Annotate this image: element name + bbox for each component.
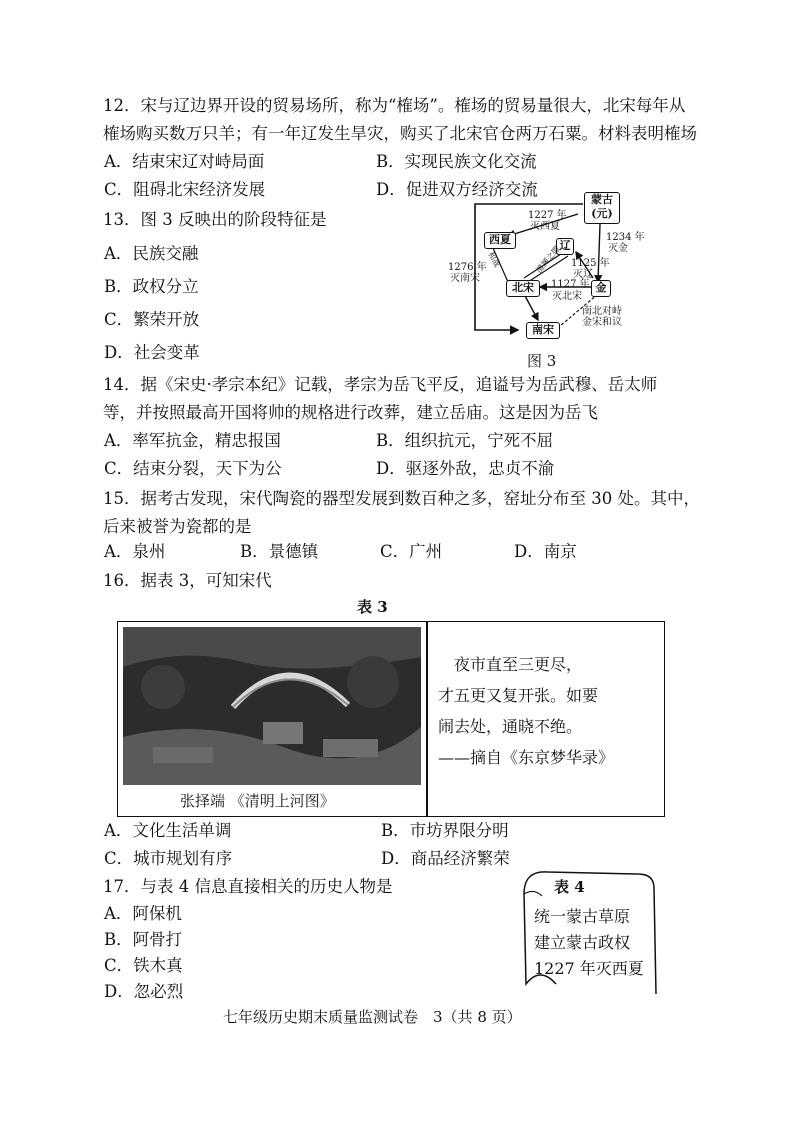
q17-option-a: A．阿保机 <box>104 904 182 923</box>
q13-option-b: B．政权分立 <box>104 277 199 296</box>
table-4-title: 表 4 <box>554 878 585 896</box>
node-mongol-label: 蒙古 <box>591 193 613 206</box>
q17-option-c: C．铁木真 <box>104 956 183 975</box>
node-nansong: 南宋 <box>526 322 560 339</box>
poem-line-1: 夜市直至三更尽， <box>454 655 583 674</box>
q15-stem-line1: 15．据考古发现，宋代陶瓷的器型发展到数百种之多，窑址分布至 30 处。其中， <box>103 489 700 508</box>
q17-option-d: D．忽必烈 <box>104 982 184 1001</box>
q15-option-d: D．南京 <box>514 542 577 561</box>
edge-label-1127b: 灭北宋 <box>552 291 582 302</box>
q17-option-b: B．阿骨打 <box>104 930 183 949</box>
poem-line-2: 才五更又复开张。如要 <box>438 686 599 705</box>
figure-3-diagram <box>448 190 645 340</box>
q14-stem-line1: 14．据《宋史·孝宗本纪》记载，孝宗为岳飞平反，追谥号为岳武穆、岳太师 <box>103 375 658 394</box>
figure-3-caption: 图 3 <box>527 352 557 370</box>
q16-option-c: C．城市规划有序 <box>104 849 233 868</box>
q12-option-b: B．实现民族文化交流 <box>376 152 537 171</box>
node-mongol-sub: (元) <box>591 207 613 220</box>
q14-option-d: D．驱逐外敌，忠贞不渝 <box>376 459 555 478</box>
edge-label-chanyuan: 澶渊之盟 <box>534 244 562 275</box>
table-4-line-1: 统一蒙古草原 <box>534 907 631 926</box>
q13-option-a: A．民族交融 <box>104 244 199 263</box>
node-liao: 辽 <box>556 238 574 255</box>
table-4-line-3: 1227 年灭西夏 <box>534 959 644 978</box>
edge-label-1227: 1227 年 <box>528 210 567 221</box>
node-beisong: 北宋 <box>506 280 540 297</box>
painting-sketch <box>123 627 421 785</box>
q15-option-b: B．景德镇 <box>240 542 319 561</box>
edge-label-xia: 和战 <box>486 250 502 269</box>
edge-label-1234b: 灭金 <box>608 243 628 254</box>
edge-label-peace: 南北对峙 <box>582 306 622 317</box>
q12-option-c: C．阻碍北宋经济发展 <box>104 180 266 199</box>
q15-option-a: A．泉州 <box>104 542 166 561</box>
table-4-line-2: 建立蒙古政权 <box>534 933 631 952</box>
q12-stem-line2: 榷场购买数万只羊；有一年辽发生旱灾，购买了北宋官仓两万石粟。材料表明榷场 <box>103 124 697 143</box>
edge-label-1276b: 灭南宋 <box>450 273 480 284</box>
edge-label-1227b: 灭西夏 <box>530 221 560 232</box>
poem-source: ——摘自《东京梦华录》 <box>438 748 615 767</box>
q14-stem-line2: 等，并按照最高开国将帅的规格进行改葬，建立岳庙。这是因为岳飞 <box>103 403 598 422</box>
q16-stem: 16．据表 3，可知宋代 <box>103 571 272 590</box>
qingming-painting-image <box>123 627 421 785</box>
table-3-divider <box>426 622 428 816</box>
q15-stem-line2: 后来被誉为瓷都的是 <box>103 517 252 536</box>
table-3 <box>117 621 665 817</box>
node-jin: 金 <box>591 280 611 297</box>
q14-option-c: C．结束分裂，天下为公 <box>104 459 282 478</box>
q16-option-d: D．商品经济繁荣 <box>381 849 510 868</box>
q13-option-d: D．社会变革 <box>104 343 200 362</box>
q17-stem: 17．与表 4 信息直接相关的历史人物是 <box>103 877 393 896</box>
poem-line-3: 闹去处，通晓不绝。 <box>438 717 583 736</box>
table-4-scroll <box>520 866 660 1000</box>
q13-option-c: C．繁荣开放 <box>104 310 200 329</box>
edge-label-1276: 1276 年 <box>448 262 487 273</box>
edge-label-1125b: 灭辽 <box>573 269 593 280</box>
edge-label-1234: 1234 年 <box>606 232 645 243</box>
node-xixia: 西夏 <box>484 232 516 249</box>
edge-label-peace2: 金宋和议 <box>582 317 622 328</box>
table-3-title: 表 3 <box>357 598 388 616</box>
q12-option-a: A．结束宋辽对峙局面 <box>104 152 265 171</box>
q13-stem: 13．图 3 反映出的阶段特征是 <box>103 210 327 229</box>
painting-caption: 张择端 《清明上河图》 <box>180 792 335 810</box>
q14-option-b: B．组织抗元，宁死不屈 <box>376 431 554 450</box>
q15-option-c: C．广州 <box>380 542 443 561</box>
q14-option-a: A．率军抗金，精忠报国 <box>104 431 281 450</box>
page-footer: 七年级历史期末质量监测试卷 3（共 8 页） <box>223 1008 522 1026</box>
q12-option-d: D．促进双方经济交流 <box>376 180 538 199</box>
q16-option-a: A．文化生活单调 <box>104 821 232 840</box>
node-mongol <box>584 192 620 224</box>
q12-stem-line1: 12．宋与辽边界开设的贸易场所，称为“榷场”。榷场的贸易量很大，北宋每年从 <box>103 96 686 115</box>
edge-label-1127: 1127 年 <box>551 279 590 290</box>
q16-option-b: B．市坊界限分明 <box>381 821 509 840</box>
edge-label-1125: 1125 年 <box>571 258 610 269</box>
